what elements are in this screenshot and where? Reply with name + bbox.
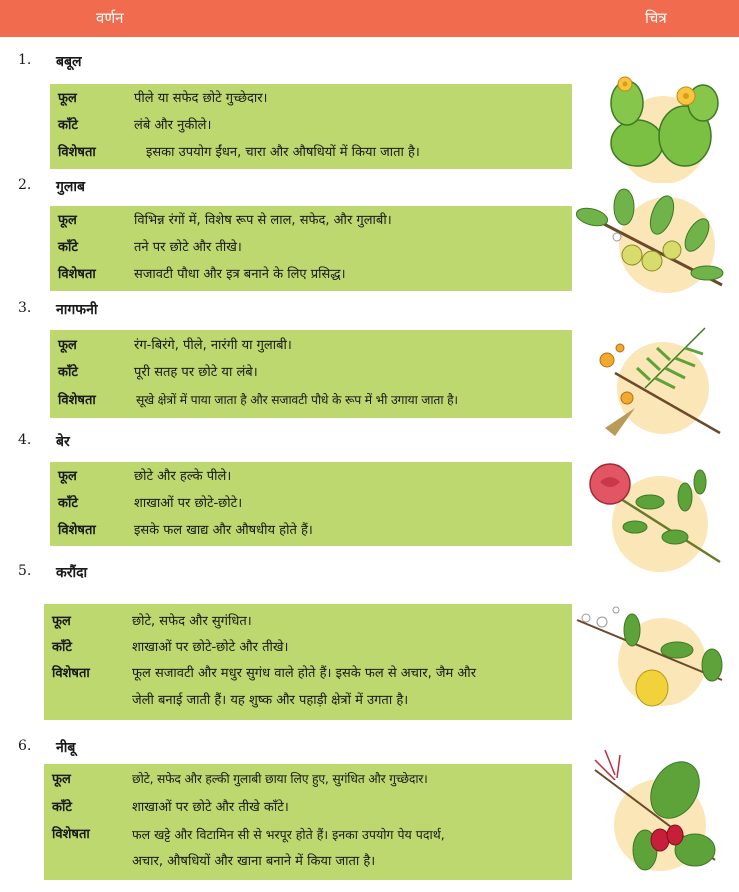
info-box xyxy=(50,206,572,291)
feature-value: सजावटी पौधा और इत्र बनाने के लिए प्रसिद्ध। xyxy=(134,267,346,282)
flower-value: छोटे, सफेद और सुगंधित। xyxy=(132,614,252,629)
feature-label: विशेषता xyxy=(58,393,96,408)
feature-value-line2: अचार, औषधियों और खाना बनाने में किया जाता है। xyxy=(132,854,376,869)
feature-value: इसके फल खाद्य और औषधीय होते हैं। xyxy=(134,523,313,538)
lemon-illustration xyxy=(572,600,732,715)
flower-label: फूल xyxy=(58,338,77,353)
entry-number: 5. xyxy=(18,563,32,579)
table-header xyxy=(0,0,739,37)
entry-title xyxy=(18,177,318,197)
flower-value: विभिन्न रंगों में, विशेष रूप से लाल, सफेद, और गुलाबी। xyxy=(134,213,392,228)
info-box xyxy=(50,84,572,169)
feature-value: फूल सजावटी और मधुर सुगंध वाले होते हैं। इसके फल से अचार, जैम और xyxy=(132,666,477,681)
entry-number: 4. xyxy=(18,432,32,448)
thorn-value: शाखाओं पर छोटे-छोटे। xyxy=(134,496,243,511)
flower-value: पीले या सफेद छोटे गुच्छेदार। xyxy=(134,91,268,106)
flower-label: फूल xyxy=(52,772,71,787)
plant-name: करौंदा xyxy=(56,565,88,581)
entry-title xyxy=(18,432,318,452)
info-box xyxy=(44,764,572,880)
thorn-label: काँटे xyxy=(58,240,78,255)
entry-number: 3. xyxy=(18,300,32,316)
thorn-value: लंबे और नुकीले। xyxy=(134,118,212,133)
thorn-label: काँटे xyxy=(58,365,78,380)
info-box xyxy=(50,330,572,418)
entry-title xyxy=(18,738,318,758)
entry-title xyxy=(18,563,318,583)
plant-name: बेर xyxy=(56,434,70,450)
feature-label: विशेषता xyxy=(58,267,96,282)
feature-value-line2: जेली बनाई जाती हैं। यह शुष्क और पहाड़ी क्षेत्रों में उगता है। xyxy=(132,693,409,708)
entry-number: 6. xyxy=(18,738,32,754)
entry-title xyxy=(18,52,318,72)
plant-name: बबूल xyxy=(56,54,82,70)
flower-label: फूल xyxy=(52,614,71,629)
flower-value: रंग-बिरंगे, पीले, नारंगी या गुलाबी। xyxy=(134,338,292,353)
plant-name: नागफनी xyxy=(56,302,98,318)
feature-label: विशेषता xyxy=(52,827,90,842)
flower-label: फूल xyxy=(58,469,77,484)
entry-number: 1. xyxy=(18,52,32,68)
thorn-value: पूरी सतह पर छोटे या लंबे। xyxy=(134,365,258,380)
entry-number: 2. xyxy=(18,177,32,193)
feature-label: विशेषता xyxy=(52,666,90,681)
description-column-header: वर्णन xyxy=(96,9,124,27)
feature-value: फल खट्टे और विटामिन सी से भरपूर होते हैं। इनका उपयोग पेय पदार्थ, xyxy=(132,827,445,842)
flower-label: फूल xyxy=(58,213,77,228)
thorn-value: तने पर छोटे और तीखे। xyxy=(134,240,242,255)
feature-value: इसका उपयोग ईंधन, चारा और औषधियों में किया जाता है। xyxy=(146,145,420,160)
feature-value: सूखे क्षेत्रों में पाया जाता है और सजावटी पौधे के रूप में भी उगाया जाता है। xyxy=(136,393,458,407)
plant-name: गुलाब xyxy=(56,179,85,195)
rose-illustration xyxy=(580,452,730,577)
flower-value: छोटे, सफेद और हल्की गुलाबी छाया लिए हुए, सुगंधित और गुच्छेदार। xyxy=(132,772,428,786)
thorn-label: काँटे xyxy=(52,640,72,655)
plant-name: नीबू xyxy=(56,740,76,756)
cactus-illustration xyxy=(585,58,735,183)
feature-label: विशेषता xyxy=(58,523,96,538)
entry-title xyxy=(18,300,318,320)
info-box xyxy=(44,604,572,720)
flower-value: छोटे और हल्के पीले। xyxy=(134,469,232,484)
fruit-branch-illustration xyxy=(572,185,732,300)
flower-label: फूल xyxy=(58,91,77,106)
thorn-label: काँटे xyxy=(58,118,78,133)
info-box xyxy=(50,462,572,546)
acacia-illustration xyxy=(585,318,735,443)
thorn-value: शाखाओं पर छोटे-छोटे और तीखे। xyxy=(132,640,289,655)
thorn-label: काँटे xyxy=(52,800,72,815)
thorn-label: काँटे xyxy=(58,496,78,511)
picture-column-header: चित्र xyxy=(645,9,667,27)
karonda-illustration xyxy=(585,740,735,885)
thorn-value: शाखाओं पर छोटे और तीखे काँटे। xyxy=(132,800,289,815)
feature-label: विशेषता xyxy=(58,145,96,160)
